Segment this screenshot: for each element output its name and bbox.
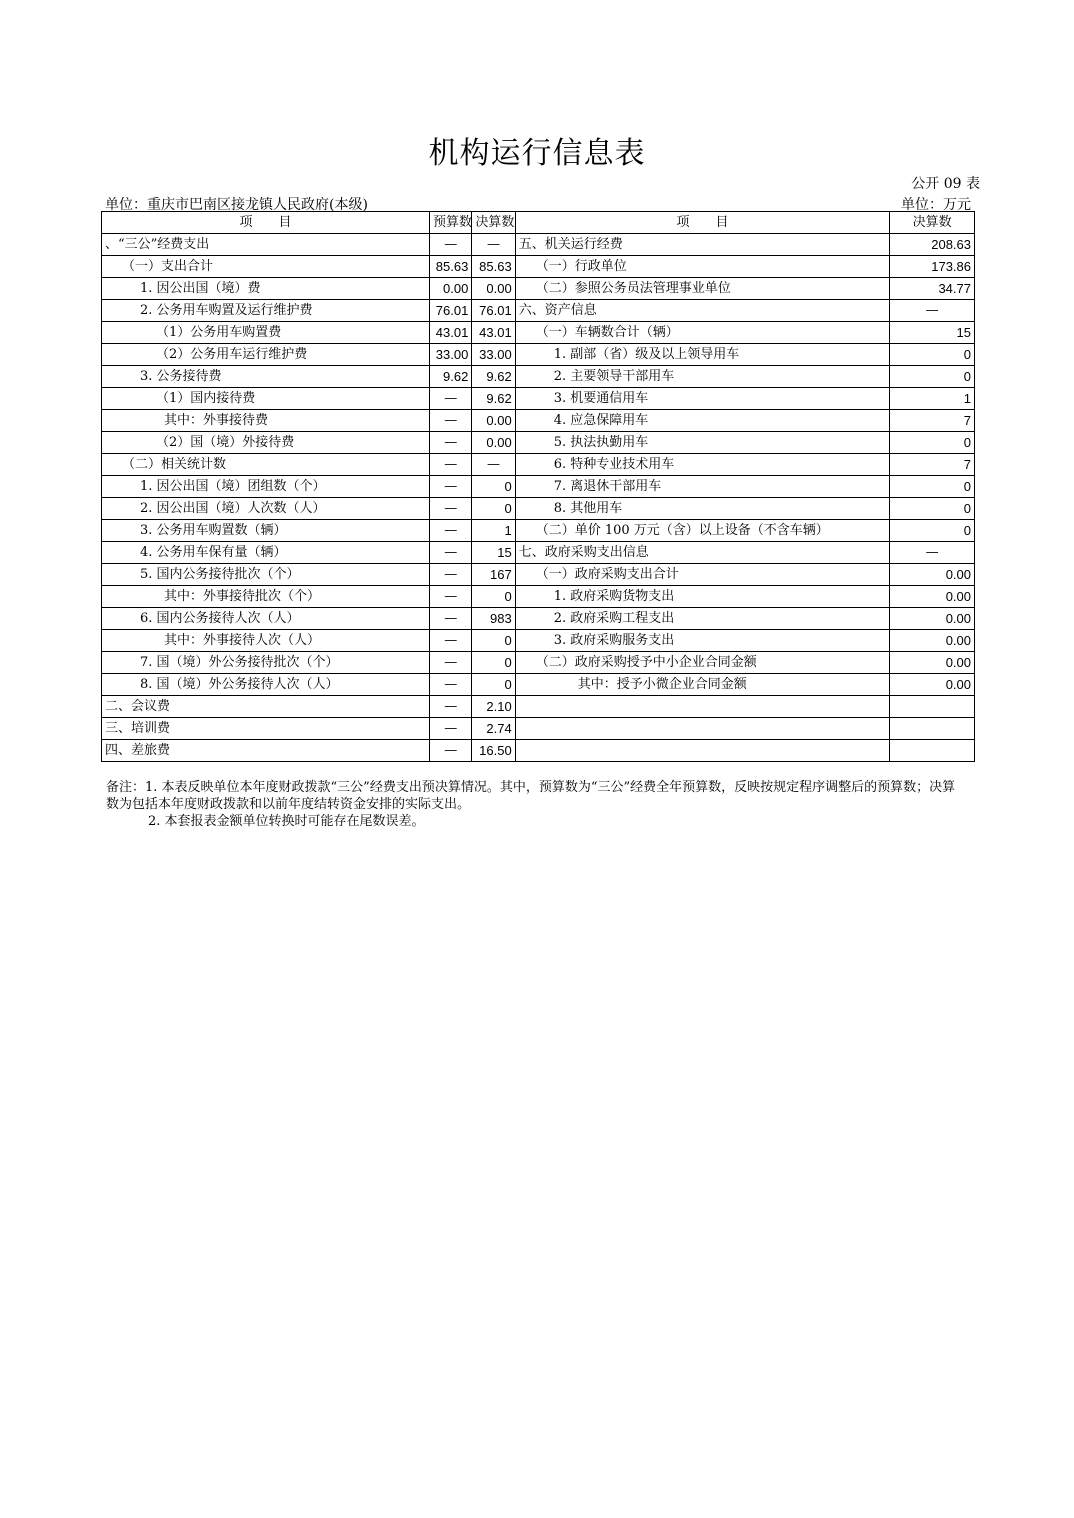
- left-final-value: —: [472, 454, 515, 476]
- left-final-value: 0.00: [472, 278, 515, 300]
- right-final-value: 0.00: [890, 586, 975, 608]
- left-final-value: 983: [472, 608, 515, 630]
- table-row: [102, 366, 975, 388]
- left-final-value: 0: [472, 652, 515, 674]
- left-item-label: 7. 国（境）外公务接待批次（个）: [102, 652, 430, 674]
- left-item-label: 三、培训费: [102, 718, 430, 740]
- left-item-label: （1）公务用车购置费: [102, 322, 430, 344]
- right-final-value: 7: [890, 454, 975, 476]
- left-final-value: 2.74: [472, 718, 515, 740]
- left-item-label: 5. 国内公务接待批次（个）: [102, 564, 430, 586]
- right-final-value: 173.86: [890, 256, 975, 278]
- right-item-label: 1. 副部（省）级及以上领导用车: [515, 344, 890, 366]
- right-final-value: [890, 718, 975, 740]
- right-final-value: 0.00: [890, 608, 975, 630]
- left-final-value: 0: [472, 630, 515, 652]
- table-row: [102, 322, 975, 344]
- right-final-value: —: [890, 300, 975, 322]
- left-item-label: （二）相关统计数: [102, 454, 430, 476]
- left-budget-value: —: [430, 476, 472, 498]
- right-item-label: （二）政府采购授予中小企业合同金额: [515, 652, 890, 674]
- left-item-label: 1. 因公出国（境）费: [102, 278, 430, 300]
- table-row: [102, 300, 975, 322]
- table-row: [102, 454, 975, 476]
- left-budget-value: —: [430, 586, 472, 608]
- right-final-value: —: [890, 542, 975, 564]
- table-row: [102, 432, 975, 454]
- left-final-value: 0.00: [472, 432, 515, 454]
- right-item-label: （一）政府采购支出合计: [515, 564, 890, 586]
- right-final-value: 0: [890, 498, 975, 520]
- table-row: [102, 256, 975, 278]
- right-item-label: 六、资产信息: [515, 300, 890, 322]
- report-table: [101, 211, 975, 762]
- table-row: [102, 498, 975, 520]
- left-final-value: 1: [472, 520, 515, 542]
- right-final-value: [890, 740, 975, 762]
- right-item-label: 5. 执法执勤用车: [515, 432, 890, 454]
- left-final-value: 33.00: [472, 344, 515, 366]
- left-item-label: 6. 国内公务接待人次（人）: [102, 608, 430, 630]
- note-line-1: 备注：1. 本表反映单位本年度财政拨款“三公”经费支出预决算情况。其中，预算数为“三公”经费全年预算数，反映按规定程序调整后的预算数；决算数为包括本年度财政拨款和以前年度结转资金安排的实际支出。: [106, 780, 956, 812]
- header-final-right: 决算数: [890, 212, 975, 234]
- left-final-value: 167: [472, 564, 515, 586]
- right-item-label: （二）参照公务员法管理事业单位: [515, 278, 890, 300]
- left-final-value: 0: [472, 476, 515, 498]
- right-final-value: 0.00: [890, 630, 975, 652]
- left-item-label: 二、会议费: [102, 696, 430, 718]
- left-final-value: 9.62: [472, 366, 515, 388]
- right-final-value: 0: [890, 344, 975, 366]
- left-budget-value: —: [430, 740, 472, 762]
- header-final: 决算数: [472, 212, 515, 234]
- table-row: [102, 740, 975, 762]
- right-final-value: 1: [890, 388, 975, 410]
- reporting-unit: 单位：重庆市巴南区接龙镇人民政府(本级): [105, 197, 368, 213]
- left-final-value: —: [472, 234, 515, 256]
- table-row: [102, 476, 975, 498]
- right-item-label: 七、政府采购支出信息: [515, 542, 890, 564]
- right-final-value: 0.00: [890, 564, 975, 586]
- right-item-label: （二）单价 100 万元（含）以上设备（不含车辆）: [515, 520, 890, 542]
- left-final-value: 0.00: [472, 410, 515, 432]
- left-budget-value: 85.63: [430, 256, 472, 278]
- table-row: [102, 674, 975, 696]
- right-final-value: 0: [890, 476, 975, 498]
- right-item-label: 4. 应急保障用车: [515, 410, 890, 432]
- left-budget-value: —: [430, 674, 472, 696]
- left-final-value: 2.10: [472, 696, 515, 718]
- left-budget-value: —: [430, 388, 472, 410]
- table-row: [102, 696, 975, 718]
- table-row: [102, 608, 975, 630]
- left-budget-value: 76.01: [430, 300, 472, 322]
- right-final-value: 0: [890, 520, 975, 542]
- page-title: 机构运行信息表: [428, 136, 646, 171]
- form-number: 公开 09 表: [911, 176, 980, 192]
- right-item-label: 3. 机要通信用车: [515, 388, 890, 410]
- left-item-label: （一）支出合计: [102, 256, 430, 278]
- right-final-value: 0: [890, 366, 975, 388]
- left-budget-value: —: [430, 410, 472, 432]
- right-item-label: [515, 696, 890, 718]
- notes: [106, 779, 966, 830]
- table-row: [102, 652, 975, 674]
- right-item-label: 8. 其他用车: [515, 498, 890, 520]
- left-budget-value: —: [430, 696, 472, 718]
- left-budget-value: —: [430, 542, 472, 564]
- right-final-value: 7: [890, 410, 975, 432]
- left-budget-value: —: [430, 608, 472, 630]
- left-item-label: 2. 公务用车购置及运行维护费: [102, 300, 430, 322]
- left-budget-value: —: [430, 652, 472, 674]
- right-item-label: 7. 离退休干部用车: [515, 476, 890, 498]
- left-budget-value: —: [430, 520, 472, 542]
- left-item-label: 8. 国（境）外公务接待人次（人）: [102, 674, 430, 696]
- header-item-right: 项 目: [515, 212, 890, 234]
- left-budget-value: —: [430, 718, 472, 740]
- left-budget-value: 43.01: [430, 322, 472, 344]
- left-item-label: 四、差旅费: [102, 740, 430, 762]
- left-item-label: 1. 因公出国（境）团组数（个）: [102, 476, 430, 498]
- left-final-value: 43.01: [472, 322, 515, 344]
- right-final-value: 0: [890, 432, 975, 454]
- header-item: 项 目: [102, 212, 430, 234]
- right-item-label: 2. 政府采购工程支出: [515, 608, 890, 630]
- left-item-label: 、“三公”经费支出: [102, 234, 430, 256]
- table-row: [102, 520, 975, 542]
- header-budget: 预算数: [430, 212, 472, 234]
- left-item-label: 2. 因公出国（境）人次数（人）: [102, 498, 430, 520]
- left-item-label: （1）国内接待费: [102, 388, 430, 410]
- currency-unit: 单位：万元: [901, 197, 971, 213]
- right-item-label: [515, 740, 890, 762]
- table-row: [102, 542, 975, 564]
- table-row: [102, 278, 975, 300]
- left-item-label: 其中：外事接待批次（个）: [102, 586, 430, 608]
- left-final-value: 76.01: [472, 300, 515, 322]
- left-budget-value: 33.00: [430, 344, 472, 366]
- left-item-label: 其中：外事接待人次（人）: [102, 630, 430, 652]
- right-item-label: 3. 政府采购服务支出: [515, 630, 890, 652]
- left-budget-value: 9.62: [430, 366, 472, 388]
- left-budget-value: —: [430, 234, 472, 256]
- table-row: [102, 718, 975, 740]
- left-final-value: 85.63: [472, 256, 515, 278]
- left-item-label: （2）国（境）外接待费: [102, 432, 430, 454]
- right-item-label: [515, 718, 890, 740]
- table-header-row: [102, 212, 975, 234]
- left-final-value: 9.62: [472, 388, 515, 410]
- left-item-label: （2）公务用车运行维护费: [102, 344, 430, 366]
- left-budget-value: —: [430, 454, 472, 476]
- table-row: [102, 234, 975, 256]
- right-final-value: 34.77: [890, 278, 975, 300]
- right-item-label: 其中：授予小微企业合同金额: [515, 674, 890, 696]
- right-final-value: 0.00: [890, 674, 975, 696]
- right-item-label: 6. 特种专业技术用车: [515, 454, 890, 476]
- table-row: [102, 564, 975, 586]
- table-row: [102, 630, 975, 652]
- left-final-value: 0: [472, 498, 515, 520]
- right-final-value: 208.63: [890, 234, 975, 256]
- left-budget-value: —: [430, 630, 472, 652]
- left-item-label: 3. 公务用车购置数（辆）: [102, 520, 430, 542]
- note-line-2: 2. 本套报表金额单位转换时可能存在尾数误差。: [148, 814, 425, 829]
- right-item-label: 2. 主要领导干部用车: [515, 366, 890, 388]
- right-final-value: 15: [890, 322, 975, 344]
- left-final-value: 16.50: [472, 740, 515, 762]
- table-row: [102, 586, 975, 608]
- left-budget-value: —: [430, 498, 472, 520]
- right-item-label: （一）行政单位: [515, 256, 890, 278]
- left-item-label: 其中：外事接待费: [102, 410, 430, 432]
- left-final-value: 0: [472, 586, 515, 608]
- right-final-value: 0.00: [890, 652, 975, 674]
- right-item-label: （一）车辆数合计（辆）: [515, 322, 890, 344]
- table-row: [102, 344, 975, 366]
- table-row: [102, 388, 975, 410]
- left-final-value: 15: [472, 542, 515, 564]
- table-row: [102, 410, 975, 432]
- left-budget-value: 0.00: [430, 278, 472, 300]
- left-final-value: 0: [472, 674, 515, 696]
- left-item-label: 4. 公务用车保有量（辆）: [102, 542, 430, 564]
- left-budget-value: —: [430, 432, 472, 454]
- left-item-label: 3. 公务接待费: [102, 366, 430, 388]
- right-item-label: 五、机关运行经费: [515, 234, 890, 256]
- right-item-label: 1. 政府采购货物支出: [515, 586, 890, 608]
- right-final-value: [890, 696, 975, 718]
- left-budget-value: —: [430, 564, 472, 586]
